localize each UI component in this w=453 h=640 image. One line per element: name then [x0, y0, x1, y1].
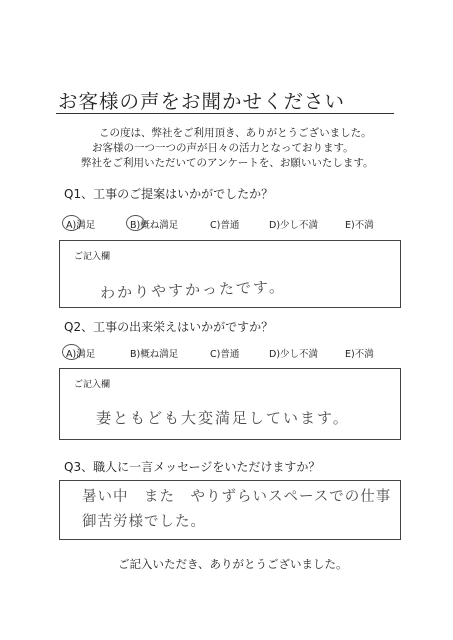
q1-box-label: ご記入欄: [74, 252, 111, 262]
q1-option-d[interactable]: D)少し不満: [269, 220, 319, 231]
intro-line-3: 弊社をご利用いただいてのアンケートを、お願いいたします。: [81, 157, 374, 169]
q2-option-e[interactable]: E)不満: [345, 349, 374, 360]
q2-option-a[interactable]: A)満足: [66, 349, 96, 360]
q2-answer-box[interactable]: [59, 368, 401, 440]
q1-option-b[interactable]: B)概ね満足: [130, 220, 179, 231]
q3-handwritten-line-2: 御苦労様でした。: [82, 514, 206, 530]
intro-line-2: お客様の一つ一つの声が日々の活力となっております。: [92, 142, 354, 154]
q1-option-c[interactable]: C)普通: [210, 220, 240, 231]
q2-handwritten-answer: 妻ともども大変満足しています。: [96, 409, 350, 427]
q1-answer-box[interactable]: [59, 240, 401, 308]
q3-handwritten-line-1: 暑い中 また やりずらいスペースでの仕事: [82, 489, 392, 505]
q1-option-a[interactable]: A)満足: [66, 220, 96, 231]
q1-options: [66, 217, 396, 233]
q1-handwritten-answer: わかりやすかったです。: [99, 277, 287, 303]
q2-options: [66, 346, 396, 362]
q3-answer-box[interactable]: [59, 480, 401, 540]
page-title: お客様の声をお聞かせください: [58, 90, 346, 113]
question-2: Q2、工事の出来栄えはいかがですか？: [64, 320, 274, 334]
q2-option-c[interactable]: C)普通: [210, 349, 240, 360]
title-underline: [56, 113, 394, 114]
q2-option-d[interactable]: D)少し不満: [269, 349, 319, 360]
q2-option-b[interactable]: B)概ね満足: [130, 349, 179, 360]
question-3: Q3、職人に一言メッセージをいただけますか？: [64, 460, 321, 474]
closing-message: ご記入いただき、ありがとうございました。: [118, 557, 348, 571]
q2-box-label: ご記入欄: [74, 380, 111, 390]
q1-option-e[interactable]: E)不満: [345, 220, 374, 231]
question-1: Q1、工事のご提案はいかがでしたか？: [64, 187, 274, 201]
intro-line-1: この度は、弊社をご利用頂き、ありがとうございました。: [99, 127, 372, 139]
